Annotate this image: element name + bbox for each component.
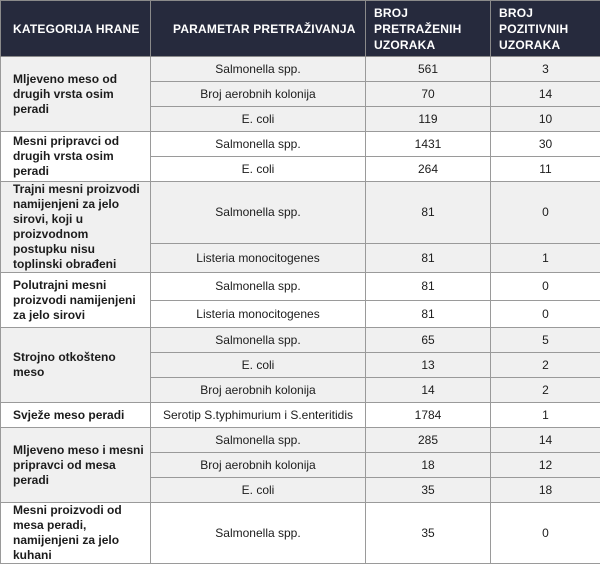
search-parameter-cell: E. coli: [151, 353, 366, 378]
search-parameter-cell: Listeria monocitogenes: [151, 244, 366, 273]
header-search-parameter: PARAMETAR PRETRAŽIVANJA: [151, 1, 366, 57]
header-row: [1, 1, 600, 57]
table-row: [1, 182, 600, 244]
samples-positive-cell: 30: [491, 132, 600, 157]
samples-tested-cell: 561: [366, 57, 491, 82]
search-parameter-cell: E. coli: [151, 478, 366, 503]
search-parameter-cell: Salmonella spp.: [151, 57, 366, 82]
samples-positive-cell: 1: [491, 403, 600, 428]
food-category-cell: Polutrajni mesni proizvodi namijenjeni za jelo sirovi: [1, 273, 151, 328]
samples-positive-cell: 0: [491, 182, 600, 244]
samples-tested-cell: 13: [366, 353, 491, 378]
samples-tested-cell: 81: [366, 301, 491, 328]
search-parameter-cell: Salmonella spp.: [151, 503, 366, 564]
samples-positive-cell: 0: [491, 503, 600, 564]
samples-tested-cell: 285: [366, 428, 491, 453]
samples-positive-cell: 5: [491, 328, 600, 353]
food-category-cell: Mljeveno meso od drugih vrsta osim peradi: [1, 57, 151, 132]
samples-positive-cell: 2: [491, 353, 600, 378]
samples-positive-cell: 2: [491, 378, 600, 403]
header-food-category: KATEGORIJA HRANE: [1, 1, 151, 57]
samples-positive-cell: 3: [491, 57, 600, 82]
samples-positive-cell: 10: [491, 107, 600, 132]
search-parameter-cell: Serotip S.typhimurium i S.enteritidis: [151, 403, 366, 428]
search-parameter-cell: Broj aerobnih kolonija: [151, 82, 366, 107]
samples-tested-cell: 81: [366, 182, 491, 244]
search-parameter-cell: Salmonella spp.: [151, 182, 366, 244]
samples-tested-cell: 81: [366, 273, 491, 301]
table-row: [1, 328, 600, 353]
table-row: [1, 403, 600, 428]
samples-tested-cell: 35: [366, 503, 491, 564]
samples-tested-cell: 18: [366, 453, 491, 478]
table-row: [1, 503, 600, 564]
search-parameter-cell: Broj aerobnih kolonija: [151, 453, 366, 478]
samples-positive-cell: 1: [491, 244, 600, 273]
food-category-cell: Mljeveno meso i mesni pripravci od mesa peradi: [1, 428, 151, 503]
samples-tested-cell: 119: [366, 107, 491, 132]
samples-tested-cell: 70: [366, 82, 491, 107]
food-category-cell: Mesni proizvodi od mesa peradi, namijenjeni za jelo kuhani: [1, 503, 151, 564]
samples-tested-cell: 14: [366, 378, 491, 403]
samples-tested-cell: 65: [366, 328, 491, 353]
table-row: [1, 273, 600, 301]
food-category-cell: Trajni mesni proizvodi namijenjeni za jelo sirovi, koji u proizvodnom postupku nisu toplinski obrađeni: [1, 182, 151, 273]
samples-tested-cell: 264: [366, 157, 491, 182]
samples-tested-cell: 35: [366, 478, 491, 503]
food-category-cell: Svježe meso peradi: [1, 403, 151, 428]
samples-tested-cell: 1784: [366, 403, 491, 428]
samples-positive-cell: 14: [491, 82, 600, 107]
samples-positive-cell: 11: [491, 157, 600, 182]
samples-positive-cell: 0: [491, 301, 600, 328]
samples-positive-cell: 18: [491, 478, 600, 503]
table-row: [1, 428, 600, 453]
table-body: [1, 57, 600, 564]
samples-tested-cell: 81: [366, 244, 491, 273]
table-header: [1, 1, 600, 57]
samples-positive-cell: 12: [491, 453, 600, 478]
samples-tested-cell: 1431: [366, 132, 491, 157]
search-parameter-cell: Listeria monocitogenes: [151, 301, 366, 328]
table-row: [1, 57, 600, 82]
food-category-cell: Mesni pripravci od drugih vrsta osim peradi: [1, 132, 151, 182]
search-parameter-cell: Salmonella spp.: [151, 328, 366, 353]
samples-positive-cell: 14: [491, 428, 600, 453]
food-category-cell: Strojno otkošteno meso: [1, 328, 151, 403]
search-parameter-cell: Salmonella spp.: [151, 428, 366, 453]
search-parameter-cell: Broj aerobnih kolonija: [151, 378, 366, 403]
samples-positive-cell: 0: [491, 273, 600, 301]
table-row: [1, 132, 600, 157]
header-samples-tested: BROJ PRETRAŽENIH UZORAKA: [366, 1, 491, 57]
search-parameter-cell: Salmonella spp.: [151, 273, 366, 301]
search-parameter-cell: Salmonella spp.: [151, 132, 366, 157]
search-parameter-cell: E. coli: [151, 157, 366, 182]
header-samples-positive: BROJ POZITIVNIH UZORAKA: [491, 1, 600, 57]
search-parameter-cell: E. coli: [151, 107, 366, 132]
